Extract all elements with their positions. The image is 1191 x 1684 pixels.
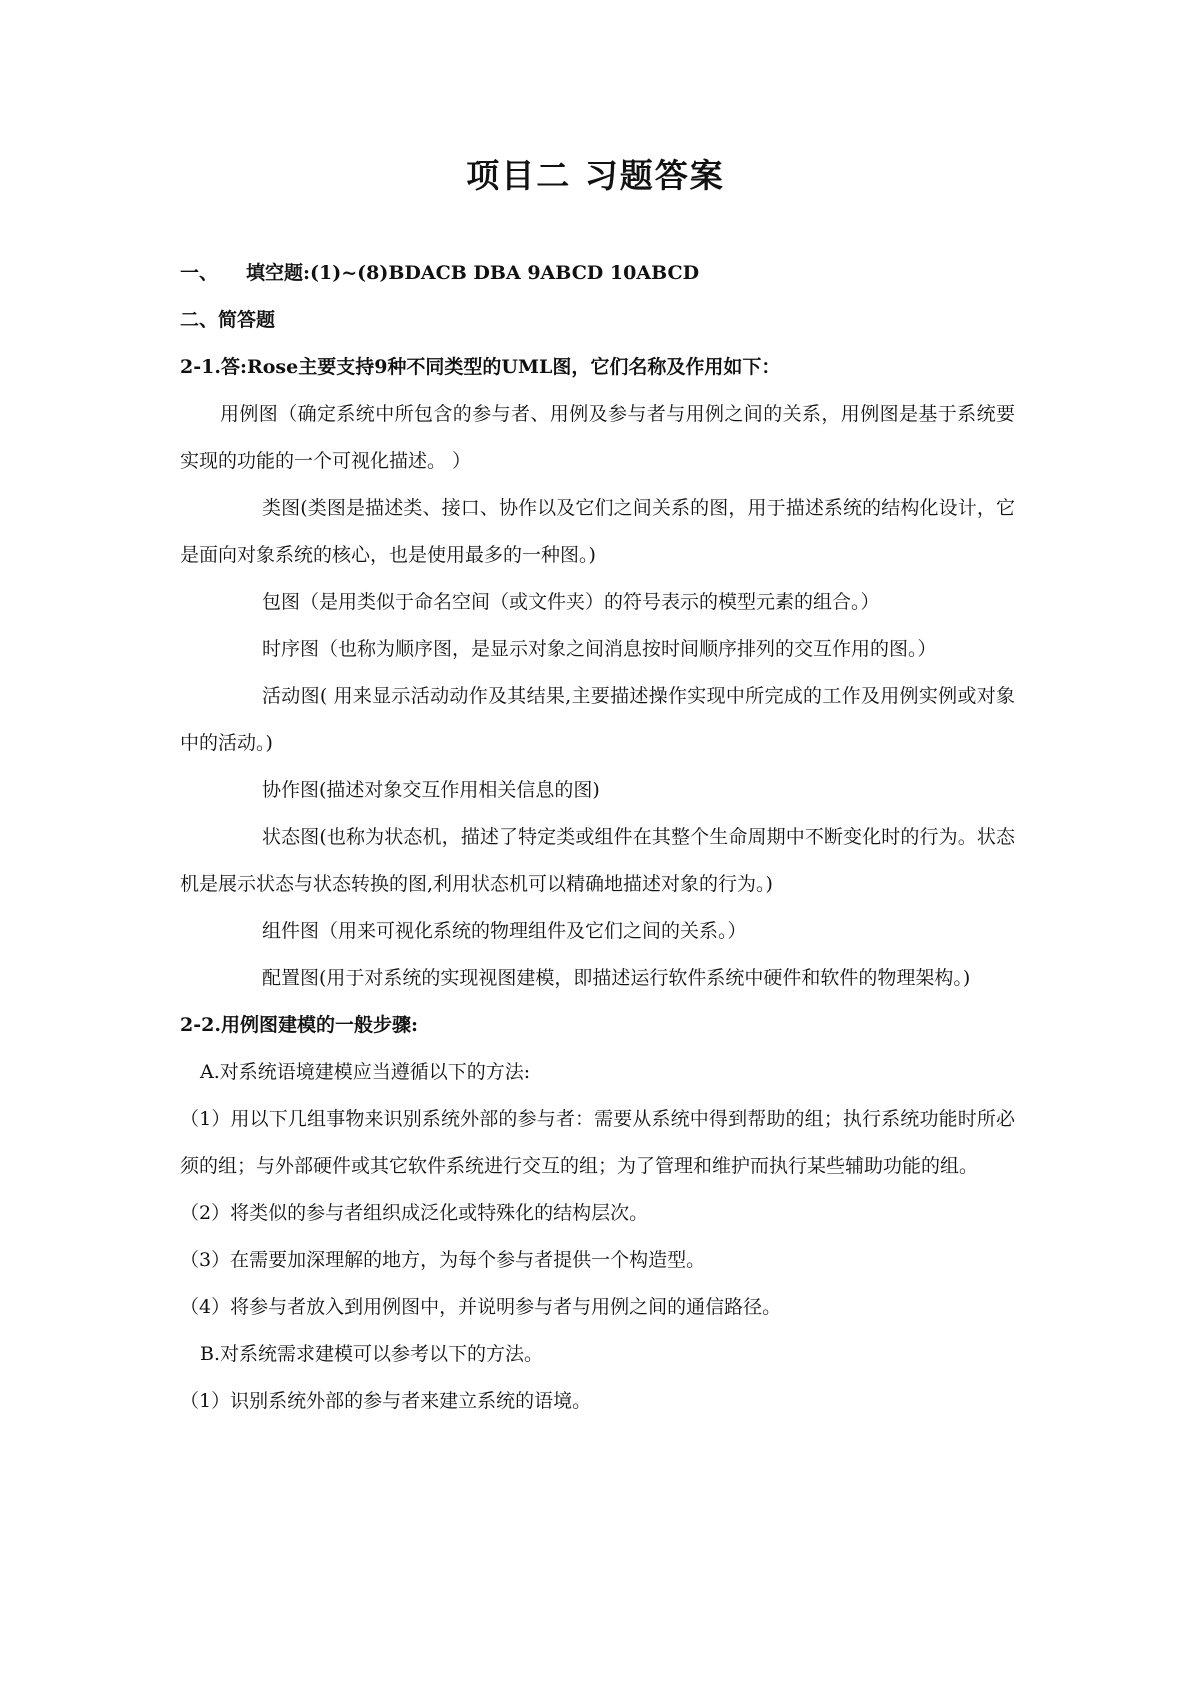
section-short-answer-heading: 二、简答题 — [180, 309, 276, 331]
section-number: 一、 — [180, 262, 219, 284]
q22-a-step-4: （4）将参与者放入到用例图中，并说明参与者与用例之间的通信路径。 — [180, 1296, 782, 1318]
q21-item-component: 组件图（用来可视化系统的物理组件及它们之间的关系。） — [262, 920, 747, 942]
q21-item-class: 类图(类图是描述类、接口、协作以及它们之间关系的图，用于描述系统的结构化设计，它是面向对象系统的核心，也是使用最多的一种图。) — [180, 497, 1015, 566]
q21-item-deployment: 配置图(用于对系统的实现视图建模，即描述运行软件系统中硬件和软件的物理架构。) — [262, 967, 971, 989]
q22-b-step-1: （1）识别系统外部的参与者来建立系统的语境。 — [180, 1390, 592, 1412]
content-column — [180, 250, 1015, 1425]
q21-item-sequence: 时序图（也称为顺序图，是显示对象之间消息按时间顺序排列的交互作用的图。） — [262, 638, 937, 660]
q21-heading: 2-1.答:Rose主要支持9种不同类型的UML图，它们名称及作用如下： — [180, 356, 781, 378]
q21-item-collaboration: 协作图(描述对象交互作用相关信息的图) — [262, 779, 600, 801]
q22-a-step-1: （1）用以下几组事物来识别系统外部的参与者：需要从系统中得到帮助的组；执行系统功能时所必须的组；与外部硬件或其它软件系统进行交互的组；为了管理和维护而执行某些辅助功能的组。 — [180, 1108, 1015, 1177]
fill-in-answers: 填空题:(1)~(8)BDACB DBA 9ABCD 10ABCD — [246, 262, 700, 284]
q22-a-step-3: （3）在需要加深理解的地方，为每个参与者提供一个构造型。 — [180, 1249, 706, 1271]
q22-part-b: B.对系统需求建模可以参考以下的方法。 — [200, 1343, 544, 1365]
q22-a-step-2: （2）将类似的参与者组织成泛化或特殊化的结构层次。 — [180, 1202, 649, 1224]
q21-item-activity: 活动图( 用来显示活动动作及其结果,主要描述操作实现中所完成的工作及用例实例或对象中的活动。) — [180, 685, 1015, 754]
q22-heading: 2-2.用例图建模的一般步骤: — [180, 1014, 418, 1036]
q21-item-package: 包图（是用类似于命名空间（或文件夹）的符号表示的模型元素的组合。） — [262, 591, 880, 613]
q21-item-use-case: 用例图（确定系统中所包含的参与者、用例及参与者与用例之间的关系，用例图是基于系统要实现的功能的一个可视化描述。 ） — [180, 403, 1015, 472]
section-fill-in — [180, 250, 1015, 297]
q22-part-a: A.对系统语境建模应当遵循以下的方法: — [200, 1061, 531, 1083]
q21-item-state: 状态图(也称为状态机，描述了特定类或组件在其整个生命周期中不断变化时的行为。状态机是展示状态与状态转换的图,利用状态机可以精确地描述对象的行为。) — [180, 826, 1015, 895]
page-title: 项目二 习题答案 — [466, 156, 725, 195]
